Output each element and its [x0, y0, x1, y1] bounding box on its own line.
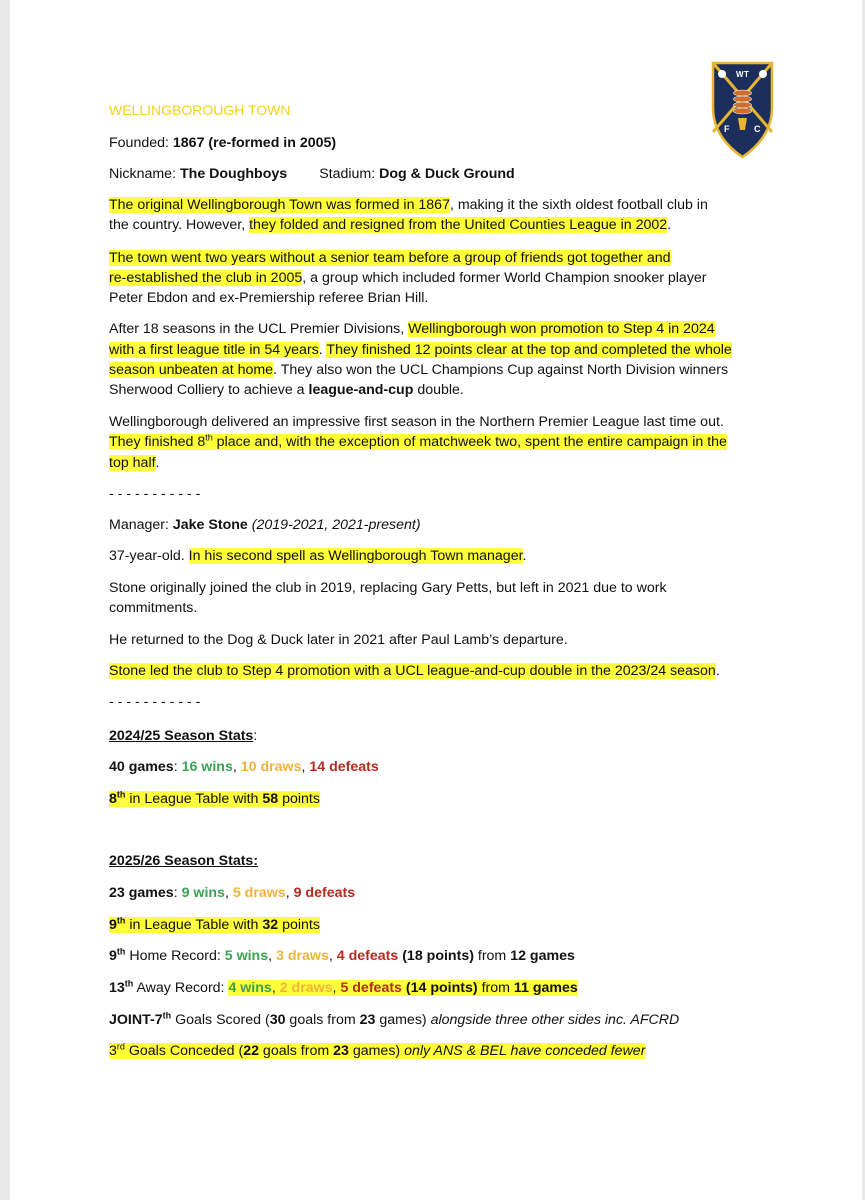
- season-2526-position: 9th in League Table with 32 points: [109, 915, 320, 933]
- document-page: [10, 0, 862, 1200]
- crest-letter-c: C: [754, 124, 761, 134]
- history-paragraph-2-line-3: Peter Ebdon and ex-Premiership referee Brian Hill.: [109, 290, 429, 306]
- crest-letter-w: W: [736, 70, 744, 79]
- away-record: 13th Away Record: 4 wins, 2 draws, 5 defeats (14 points) from 11 games: [109, 978, 578, 996]
- nickname-stadium-line: Nickname: The Doughboys Stadium: Dog & Duck Ground: [109, 166, 515, 182]
- history-paragraph-4-line-2: They finished 8th place and, with the exception of matchweek two, spent the entire campaign in the: [109, 432, 727, 450]
- goals-scored: JOINT-7th Goals Scored (30 goals from 23 games) alongside three other sides inc. AFCRD: [109, 1010, 680, 1028]
- manager-line: Manager: Jake Stone (2019-2021, 2021-present): [109, 517, 421, 533]
- history-paragraph-2-line-2: re-established the club in 2005, a group which included former World Champion snooker player: [109, 270, 707, 286]
- founded-line: Founded: 1867 (re-formed in 2005): [109, 135, 337, 151]
- manager-paragraph-1: 37-year-old. In his second spell as Wellingborough Town manager.: [109, 548, 527, 564]
- history-paragraph-3-line-2: with a first league title in 54 years. They finished 12 points clear at the top and completed the whole: [109, 342, 732, 358]
- goals-conceded: 3rd Goals Conceded (22 goals from 23 games) only ANS & BEL have conceded fewer: [109, 1041, 646, 1059]
- manager-paragraph-2-line-2: commitments.: [109, 600, 198, 616]
- club-title: WELLINGBOROUGH TOWN: [109, 102, 291, 118]
- history-paragraph-1-line-2: the country. However, they folded and resigned from the United Counties League in 2002.: [109, 217, 672, 233]
- history-paragraph-3-line-4: Sherwood Colliery to achieve a league-and-cup double.: [109, 382, 464, 398]
- manager-paragraph-3: He returned to the Dog & Duck later in 2021 after Paul Lamb’s departure.: [109, 632, 568, 648]
- history-paragraph-2: The town went two years without a senior team before a group of friends got together and: [109, 250, 671, 266]
- home-record: 9th Home Record: 5 wins, 3 draws, 4 defeats (18 points) from 12 games: [109, 946, 575, 964]
- season-2425-position: 8th in League Table with 58 points: [109, 789, 320, 807]
- season-2425-heading: 2024/25 Season Stats:: [109, 728, 258, 744]
- divider-1: - - - - - - - - - - -: [109, 486, 201, 502]
- history-paragraph-1: The original Wellingborough Town was formed in 1867, making it the sixth oldest football club in: [109, 197, 708, 213]
- season-2526-heading: 2025/26 Season Stats:: [109, 853, 259, 869]
- manager-paragraph-4: Stone led the club to Step 4 promotion with a UCL league-and-cup double in the 2023/24 season.: [109, 663, 720, 679]
- history-paragraph-3: After 18 seasons in the UCL Premier Divisions, Wellingborough won promotion to Step 4 in 2024: [109, 321, 715, 337]
- crest-letter-t: T: [744, 70, 749, 79]
- crest-letter-f: F: [724, 124, 730, 134]
- history-paragraph-3-line-3: season unbeaten at home. They also won the UCL Champions Cup against North Division winners: [109, 362, 729, 378]
- manager-paragraph-2: Stone originally joined the club in 2019, replacing Gary Petts, but left in 2021 due to work: [109, 580, 667, 596]
- season-2526-record: 23 games: 9 wins, 5 draws, 9 defeats: [109, 885, 356, 901]
- history-paragraph-4: Wellingborough delivered an impressive first season in the Northern Premier League last time out.: [109, 414, 724, 430]
- divider-2: - - - - - - - - - - -: [109, 694, 201, 710]
- season-2425-record: 40 games: 16 wins, 10 draws, 14 defeats: [109, 759, 379, 775]
- club-crest-icon: [710, 60, 775, 160]
- history-paragraph-4-line-3: top half.: [109, 455, 160, 471]
